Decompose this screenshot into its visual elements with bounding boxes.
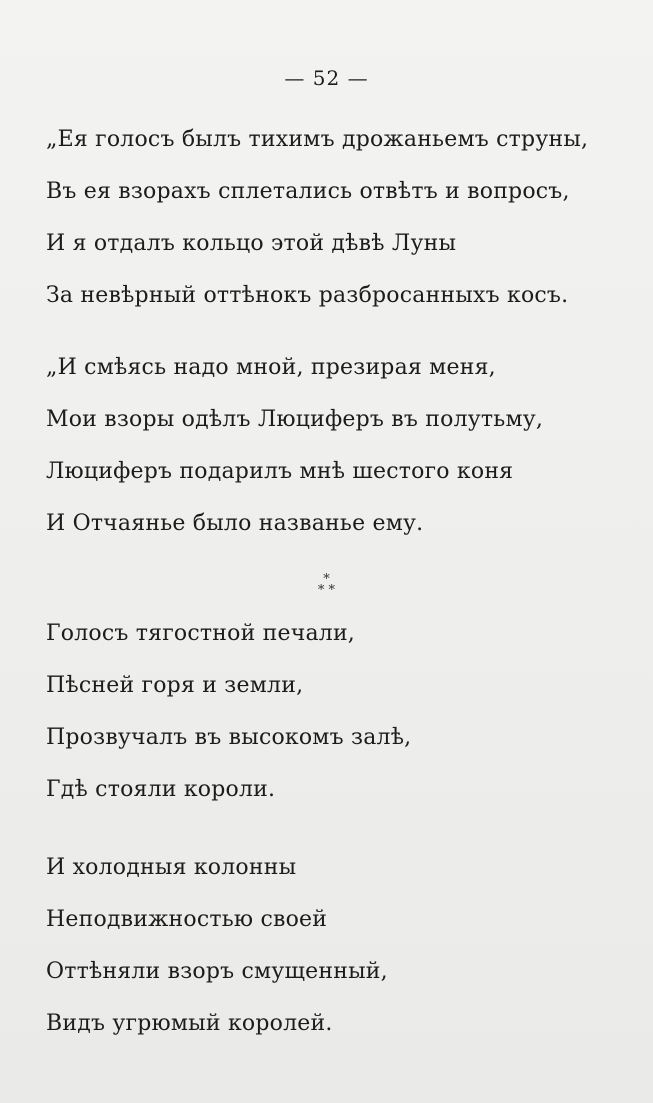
verse-line: И я отдалъ кольцо этой дѣвѣ Луны	[46, 231, 457, 256]
verse-line: Неподвижностью своей	[46, 907, 328, 932]
verse-line: „И смѣясь надо мной, презирая меня,	[46, 355, 496, 380]
verse-line: Мои взоры одѣлъ Люциферъ въ полутьму,	[46, 407, 544, 432]
verse-line: За невѣрный оттѣнокъ разбросанныхъ косъ.	[46, 283, 569, 308]
verse-line: И Отчаянье было названье ему.	[46, 511, 424, 536]
section-separator-asterism	[0, 574, 653, 596]
verse-line: Въ ея взорахъ сплетались отвѣтъ и вопросъ,	[46, 179, 570, 204]
stanza-2	[46, 342, 626, 550]
verse-line: Гдѣ стояли короли.	[46, 777, 276, 802]
stanza-3	[46, 608, 626, 816]
verse-line: Видъ угрюмый королей.	[46, 1011, 333, 1036]
verse-line: И холодныя колонны	[46, 855, 297, 880]
stanza-1	[46, 114, 626, 322]
verse-line: Пѣсней горя и земли,	[46, 673, 304, 698]
verse-line: „Ея голосъ былъ тихимъ дрожаньемъ струны,	[46, 127, 589, 152]
verse-line: Оттѣняли взоръ смущенный,	[46, 959, 388, 984]
verse-line: Люциферъ подарилъ мнѣ шестого коня	[46, 459, 514, 484]
asterism-bottom: * *	[317, 583, 336, 598]
asterism-top: *	[323, 572, 330, 587]
page-number: — 52 —	[284, 66, 369, 90]
verse-line: Прозвучалъ въ высокомъ залѣ,	[46, 725, 412, 750]
verse-line: Голосъ тягостной печали,	[46, 621, 355, 646]
stanza-4	[46, 842, 626, 1050]
